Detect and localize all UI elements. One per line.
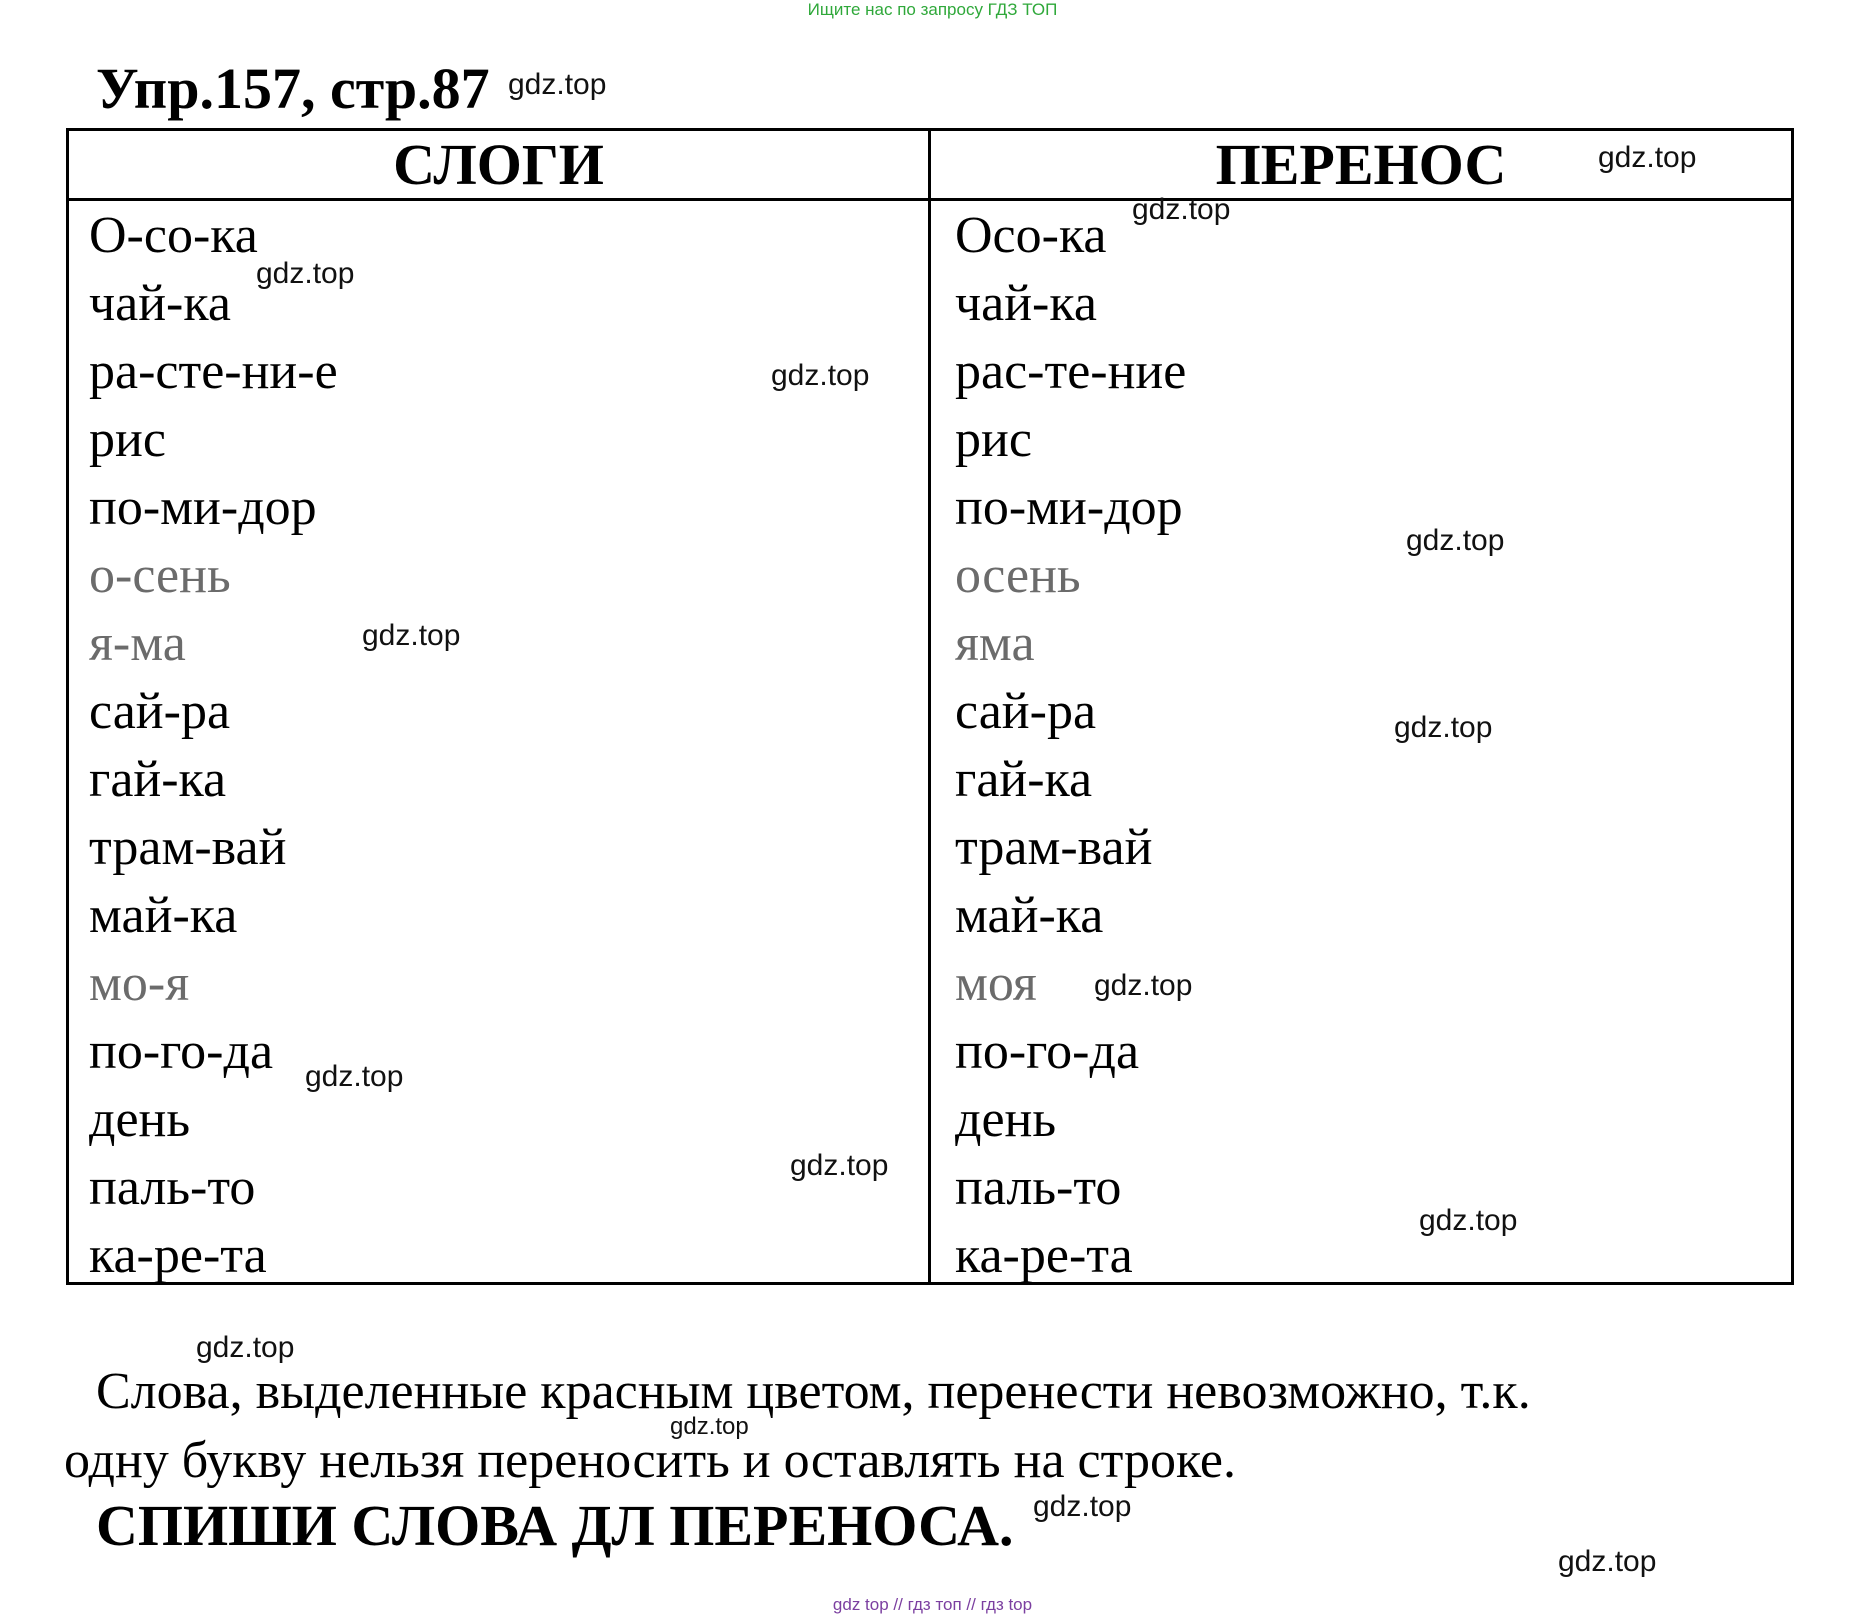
column-header-syllables: СЛОГИ: [393, 132, 604, 197]
syllable-word: день: [89, 1091, 191, 1148]
syllable-word: паль-то: [89, 1159, 256, 1216]
watermark: gdz.top: [362, 619, 461, 652]
note-line-1: Слова, выделенные красным цветом, перенести невозможно, т.к.: [96, 1363, 1531, 1420]
syllable-word: ра-сте-ни-е: [89, 343, 338, 400]
watermark: gdz.top: [1394, 711, 1493, 744]
column-divider: [928, 131, 931, 1282]
transfer-word: Осо-ка: [955, 207, 1107, 264]
transfer-word: май-ка: [955, 887, 1104, 944]
watermark: gdz.top: [1598, 141, 1697, 174]
column-header-transfer: ПЕРЕНОС: [1215, 132, 1507, 197]
header-divider: [69, 198, 1791, 201]
syllable-word: сай-ра: [89, 683, 231, 740]
watermark: gdz.top: [790, 1149, 889, 1182]
watermark: gdz.top: [1406, 524, 1505, 557]
transfer-word: по-го-да: [955, 1023, 1140, 1080]
transfer-word-highlighted: яма: [955, 615, 1035, 672]
transfer-word: по-ми-дор: [955, 479, 1183, 536]
syllable-word: рис: [89, 411, 166, 468]
bottom-banner: gdz top // гдз топ // гдз top: [832, 1595, 1033, 1614]
syllables-table: [66, 128, 1794, 1285]
syllable-word: чай-ка: [89, 275, 231, 332]
page-title: Упр.157, стр.87: [96, 56, 490, 121]
transfer-word: сай-ра: [955, 683, 1097, 740]
watermark: gdz.top: [196, 1331, 295, 1364]
task-heading: СПИШИ СЛОВА ДЛ ПЕРЕНОСА.: [96, 1493, 1014, 1558]
transfer-word: рис: [955, 411, 1032, 468]
transfer-word: паль-то: [955, 1159, 1122, 1216]
top-banner: Ищите нас по запросу ГДЗ ТОП: [807, 0, 1058, 19]
transfer-word-highlighted: моя: [955, 955, 1037, 1012]
watermark: gdz.top: [1558, 1545, 1657, 1578]
transfer-word: ка-ре-та: [955, 1227, 1133, 1284]
watermark: gdz.top: [670, 1413, 749, 1440]
syllable-word: гай-ка: [89, 751, 227, 808]
syllable-word-highlighted: я-ма: [89, 615, 186, 672]
transfer-word: чай-ка: [955, 275, 1097, 332]
syllable-word-highlighted: мо-я: [89, 955, 190, 1012]
transfer-word: день: [955, 1091, 1057, 1148]
watermark: gdz.top: [1419, 1204, 1518, 1237]
syllable-word: трам-вай: [89, 819, 287, 876]
transfer-word: трам-вай: [955, 819, 1153, 876]
syllable-word: по-ми-дор: [89, 479, 317, 536]
transfer-word-highlighted: осень: [955, 547, 1081, 604]
transfer-word: гай-ка: [955, 751, 1093, 808]
syllable-word: О-со-ка: [89, 207, 258, 264]
syllable-word: по-го-да: [89, 1023, 274, 1080]
syllable-word-highlighted: о-сень: [89, 547, 231, 604]
watermark: gdz.top: [508, 68, 607, 101]
watermark: gdz.top: [305, 1060, 404, 1093]
watermark: gdz.top: [256, 257, 355, 290]
watermark: gdz.top: [771, 359, 870, 392]
note-line-2: одну букву нельзя переносить и оставлять на строке.: [64, 1432, 1237, 1489]
syllable-word: май-ка: [89, 887, 238, 944]
watermark: gdz.top: [1033, 1490, 1132, 1523]
watermark: gdz.top: [1094, 969, 1193, 1002]
syllable-word: ка-ре-та: [89, 1227, 267, 1284]
watermark: gdz.top: [1132, 193, 1231, 226]
transfer-word: рас-те-ние: [955, 343, 1187, 400]
